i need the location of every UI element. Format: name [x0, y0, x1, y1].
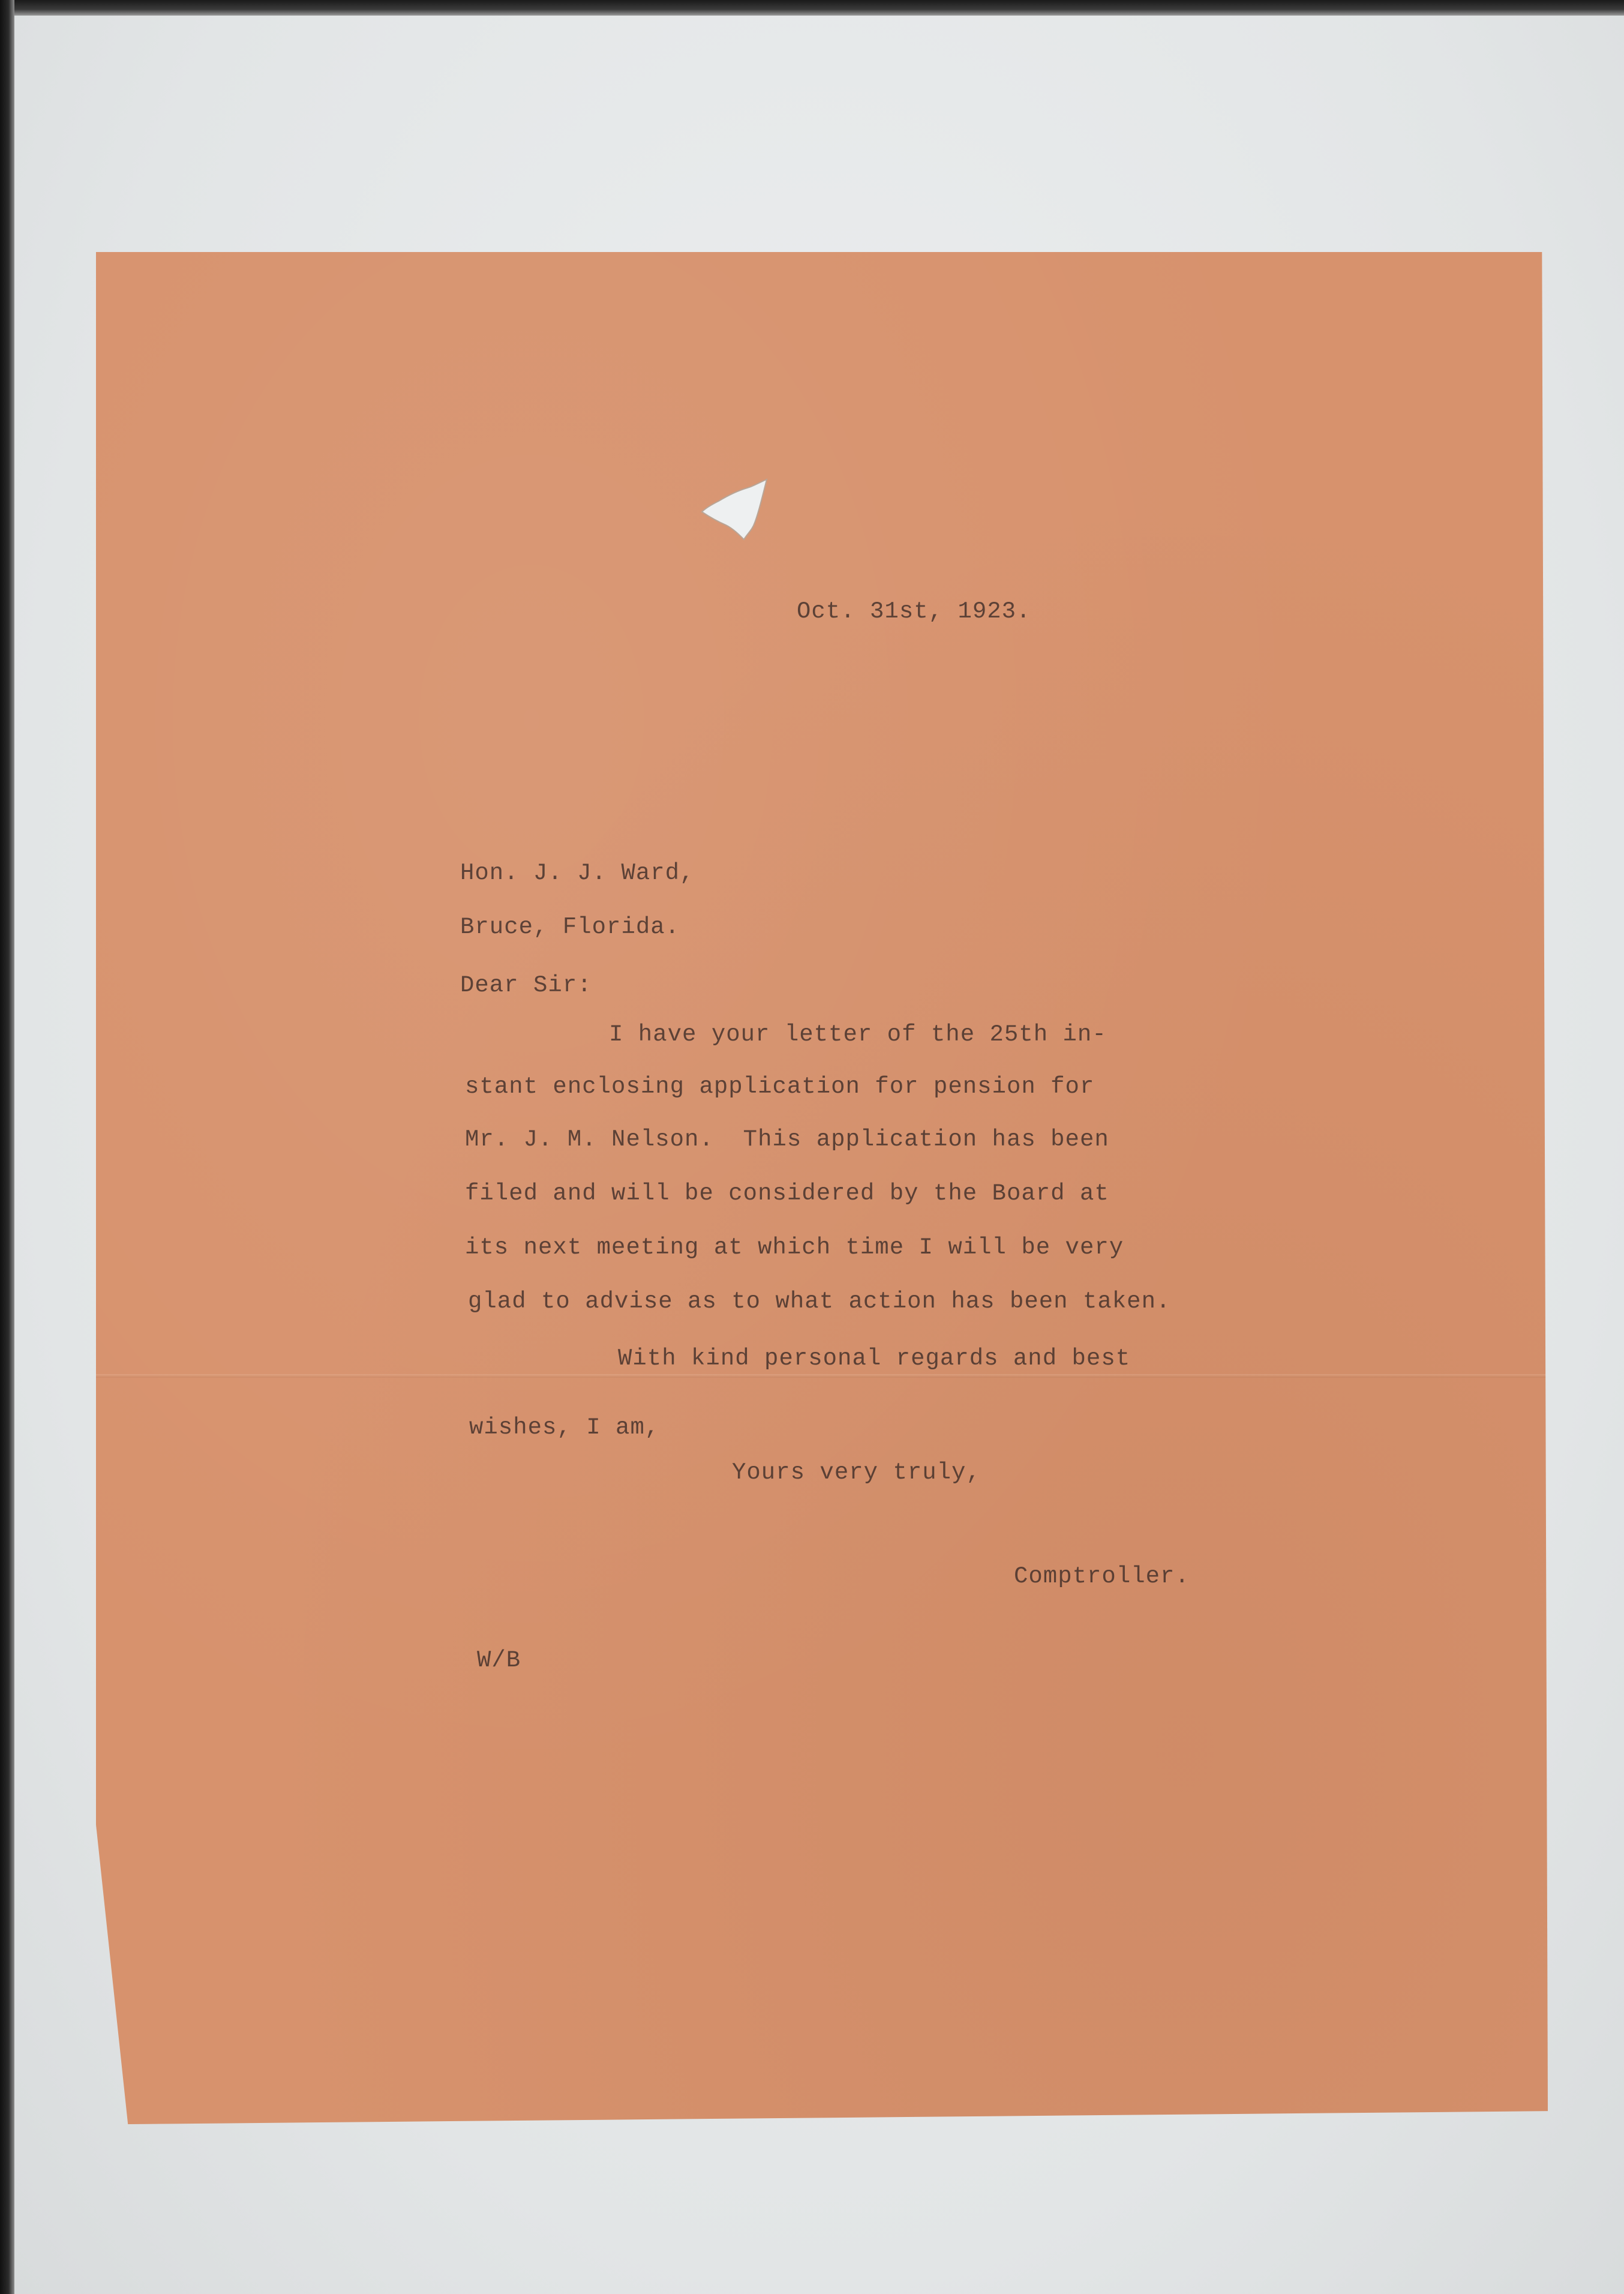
scanner-edge-left — [0, 0, 14, 2294]
paper-fold-crease — [96, 1374, 1548, 1378]
body-line: its next meeting at which time I will be very — [465, 1234, 1124, 1261]
body-line: stant enclosing application for pension for — [465, 1073, 1095, 1100]
typist-initials: W/B — [477, 1647, 521, 1674]
scanner-edge-top — [0, 0, 1624, 16]
body-line: glad to advise as to what action has been taken. — [468, 1288, 1171, 1315]
signature-title: Comptroller. — [1014, 1563, 1190, 1590]
recipient-address: Bruce, Florida. — [460, 914, 680, 940]
body-line: Mr. J. M. Nelson. This application has been — [465, 1126, 1109, 1153]
salutation: Dear Sir: — [460, 972, 592, 998]
recipient-name: Hon. J. J. Ward, — [460, 860, 695, 886]
body-line: filed and will be considered by the Board at — [465, 1180, 1109, 1207]
letter-date: Oct. 31st, 1923. — [797, 598, 1031, 625]
closing: Yours very truly, — [732, 1459, 981, 1486]
body-line: I have your letter of the 25th in- — [609, 1021, 1107, 1048]
punch-hole-icon — [701, 477, 772, 542]
body-line: With kind personal regards and best — [618, 1345, 1131, 1372]
body-line: wishes, I am, — [469, 1414, 660, 1441]
